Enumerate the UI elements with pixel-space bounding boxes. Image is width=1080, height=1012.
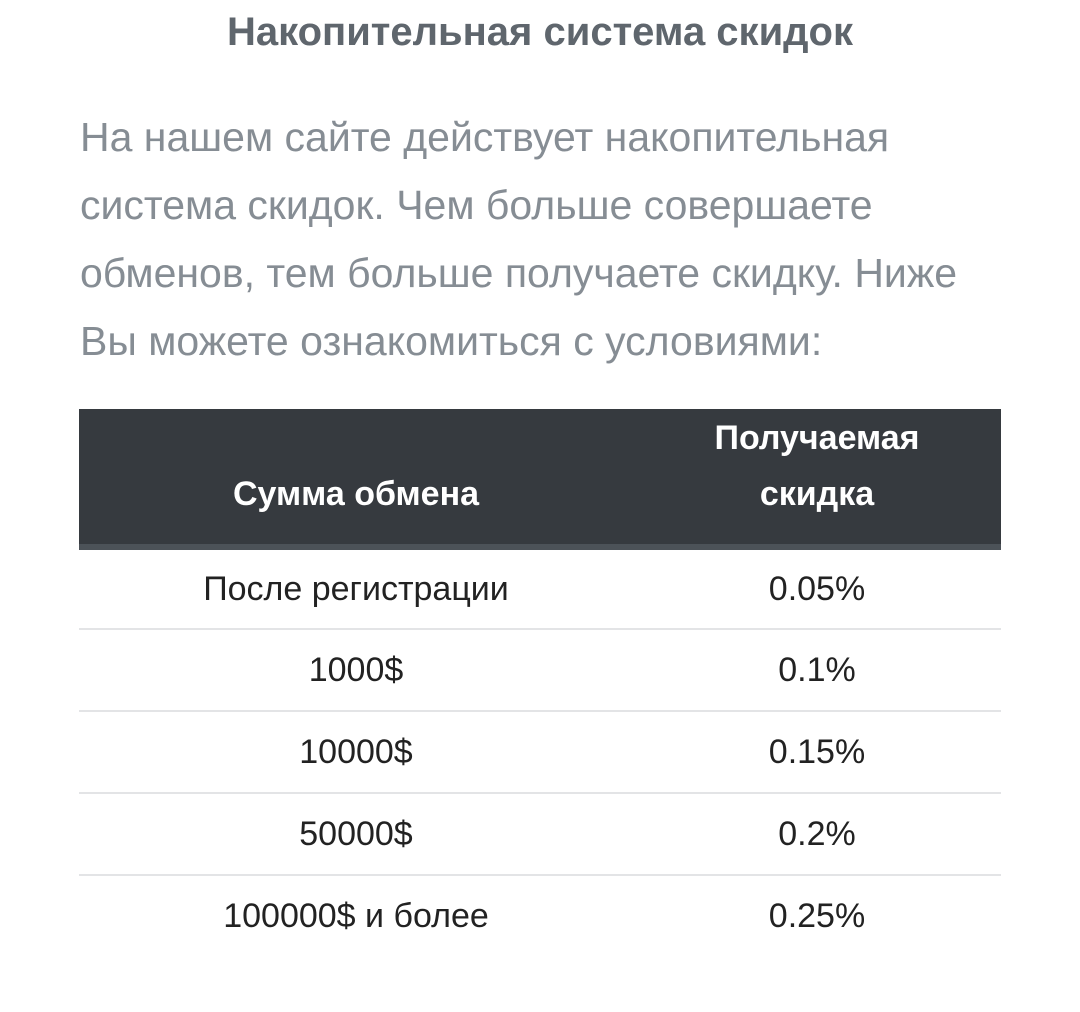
table-header [79, 409, 1001, 547]
header-discount-line: Получаемая [714, 419, 920, 457]
header-discount [633, 409, 1001, 547]
intro-line: Вы можете ознакомиться с условиями: [80, 318, 823, 364]
cell-discount: 0.05% [633, 547, 1001, 629]
cell-amount: 10000$ [79, 711, 633, 793]
cell-discount: 0.2% [633, 793, 1001, 875]
cell-amount: 100000$ и более [223, 897, 489, 935]
intro-line: На нашем сайте действует накопительная [80, 114, 890, 160]
table-row [79, 629, 1001, 711]
table-row [79, 547, 1001, 629]
intro-line: система скидок. Чем больше совершаете [80, 182, 873, 228]
table-body [79, 547, 1001, 957]
intro-paragraph [80, 103, 1020, 375]
intro-line: обменов, тем больше получаете скидку. Ниже [80, 250, 958, 296]
cell-discount: 0.25% [768, 897, 866, 935]
cell-discount: 0.15% [633, 711, 1001, 793]
cell-amount: После регистрации [79, 547, 633, 629]
table-row [79, 793, 1001, 875]
table-row [79, 711, 1001, 793]
discount-table [79, 409, 1001, 957]
cell-amount: 50000$ [79, 793, 633, 875]
table-row [79, 875, 1001, 957]
cell-amount: 1000$ [79, 629, 633, 711]
table-header-row [79, 409, 1001, 547]
page-title: Накопительная система скидок [226, 10, 853, 54]
header-amount: Сумма обмена [79, 409, 633, 547]
header-discount-line: скидка [759, 475, 875, 513]
cell-discount: 0.1% [633, 629, 1001, 711]
